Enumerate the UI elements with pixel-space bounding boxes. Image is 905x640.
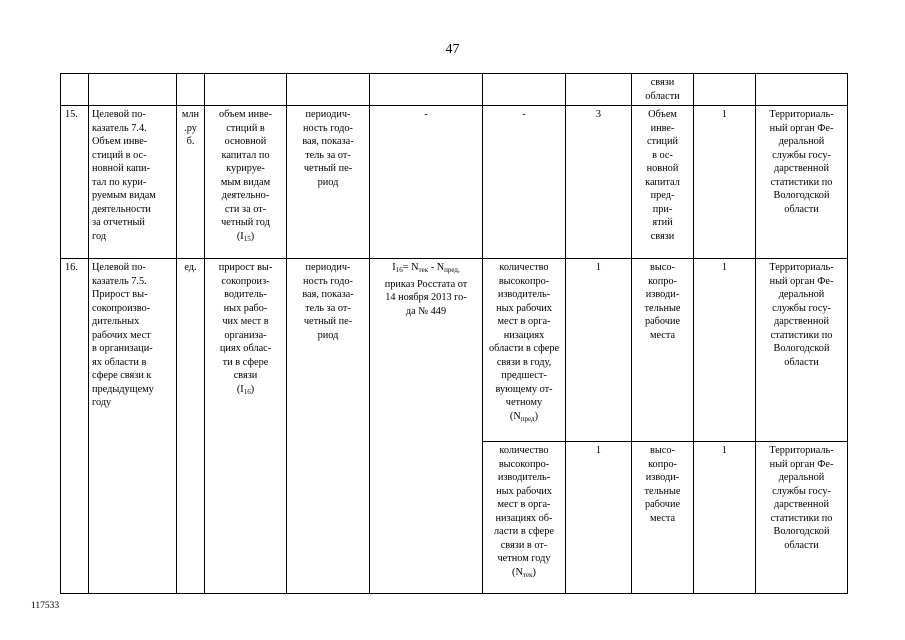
method: 3 (566, 106, 632, 259)
symbol: $(N_{тек})$ (512, 566, 536, 579)
symbol: $(I_{15})$ (236, 230, 255, 243)
table-row-16 (61, 259, 848, 442)
unit: млн .ру б. (177, 106, 205, 259)
symbol: $(I_{16})$ (236, 383, 255, 396)
basic-indicator: - (483, 106, 566, 259)
method: 1 (566, 259, 632, 442)
coverage: 1 (694, 106, 756, 259)
object: высо- копро- изводи- тельные рабочие места (632, 259, 694, 442)
continuation-object-cell: связи области (632, 74, 694, 106)
document-code: 117533 (31, 601, 60, 611)
formula: $I_{16}= N_{тек} - N_{пред,}$ приказ Росстата от 14 ноября 2013 го- да № 449 (370, 259, 483, 594)
coverage: 1 (694, 259, 756, 442)
periodicity: периодич- ность годо- вая, показа- тель за от- четный пе- риод (287, 106, 370, 259)
definition: объем инве- стиций в основной капитал по курируе- мым видам деятельно- сти за от- четный год $(I_{15})$ (205, 106, 287, 259)
basic-indicator: количество высокопро- изводитель- ных рабочих мест в орга- низациях области в сфере связи в году, предшест- вующему от- четному $(N_{пред})$ (483, 259, 566, 442)
basic-indicator: количество высокопро- изводитель- ных рабочих мест в орга- низациях об- ласти в сфере связи в от- четном году $(N_{тек})$ (483, 442, 566, 594)
coverage: 1 (694, 442, 756, 594)
continuation-row (61, 74, 848, 106)
responsible: Территориаль- ный орган Фе- деральной службы госу- дарственной статистики по Вологодской области (756, 106, 848, 259)
object: высо- копро- изводи- тельные рабочие места (632, 442, 694, 594)
object: Объем инве- стиций в ос- новной капитал пред- при- ятий связи (632, 106, 694, 259)
indicators-table (60, 73, 848, 594)
row-number: 16. (61, 259, 89, 594)
periodicity: периодич- ность годо- вая, показа- тель за от- четный пе- риод (287, 259, 370, 594)
indicator-name: Целевой по- казатель 7.5. Прирост вы- сокопроизво- дительных рабочих мест в организаци- ях области в сфере связи к предыдущему году (89, 259, 177, 594)
symbol: $(N_{пред})$ (509, 410, 539, 423)
page-number: 47 (445, 42, 460, 57)
definition: прирост вы- сокопроиз- водитель- ных рабо- чих мест в организа- циях облас- ти в сфере связи $(I_{16})$ (205, 259, 287, 594)
formula-expression: $I_{16}= N_{тек} - N_{пред,}$ (392, 262, 460, 274)
unit: ед. (177, 259, 205, 594)
formula: - (370, 106, 483, 259)
responsible: Территориаль- ный орган Фе- деральной службы госу- дарственной статистики по Вологодской области (756, 259, 848, 442)
indicator-name: Целевой по- казатель 7.4. Объем инве- стиций в ос- новной капи- тал по кури- руемым видам деятельности за отчетный год (89, 106, 177, 259)
table-row-15 (61, 106, 848, 259)
responsible: Территориаль- ный орган Фе- деральной службы госу- дарственной статистики по Вологодской области (756, 442, 848, 594)
row-number: 15. (61, 106, 89, 259)
method: 1 (566, 442, 632, 594)
